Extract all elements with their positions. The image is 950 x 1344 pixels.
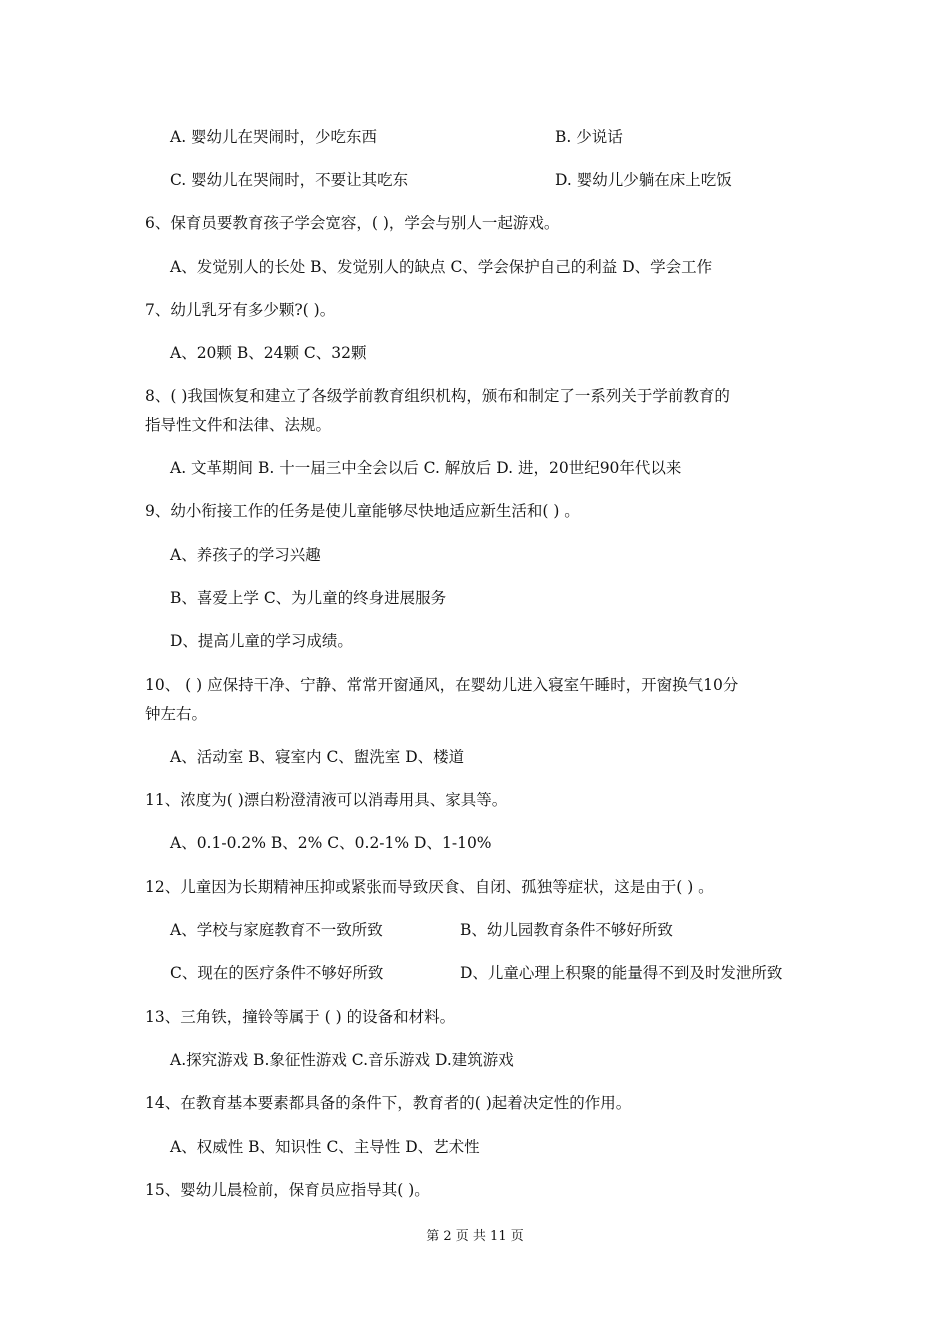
q14-stem: 14、在教育基本要素都具备的条件下，教育者的( )起着决定性的作用。: [145, 1094, 632, 1112]
q5-option-a: A. 婴幼儿在哭闹时，少吃东西: [170, 128, 378, 146]
q5-option-d: D. 婴幼儿少躺在床上吃饭: [555, 171, 732, 189]
q9-option-a: A、养孩子的学习兴趣: [170, 546, 321, 564]
q9-option-d: D、提高儿童的学习成绩。: [170, 632, 353, 650]
q6-options: A、发觉别人的长处 B、发觉别人的缺点 C、学会保护自己的利益 D、学会工作: [170, 258, 713, 276]
q11-stem: 11、浓度为( )漂白粉澄清液可以消毒用具、家具等。: [145, 791, 508, 809]
q7-options: A、20颗 B、24颗 C、32颗: [170, 344, 367, 362]
q8-options: A. 文革期间 B. 十一届三中全会以后 C. 解放后 D. 进，20世纪90年代以来: [170, 459, 682, 477]
q12-option-b: B、幼儿园教育条件不够好所致: [460, 921, 673, 939]
q9-stem: 9、幼小衔接工作的任务是使儿童能够尽快地适应新生活和( ) 。: [145, 502, 580, 520]
q13-stem: 13、三角铁，撞铃等属于 ( ) 的设备和材料。: [145, 1008, 456, 1026]
q10-options: A、活动室 B、寝室内 C、盥洗室 D、楼道: [170, 748, 465, 766]
q12-stem: 12、儿童因为长期精神压抑或紧张而导致厌食、自闭、孤独等症状，这是由于( ) 。: [145, 878, 714, 896]
q8-stem-line1: 8、( )我国恢复和建立了各级学前教育组织机构，颁布和制定了一系列关于学前教育的: [145, 387, 730, 405]
q12-option-a: A、学校与家庭教育不一致所致: [170, 921, 383, 939]
q15-stem: 15、婴幼儿晨检前，保育员应指导其( )。: [145, 1181, 430, 1199]
q5-option-c: C. 婴幼儿在哭闹时，不要让其吃东: [170, 171, 409, 189]
q7-stem: 7、幼儿乳牙有多少颗?( )。: [145, 301, 336, 319]
q13-options: A.探究游戏 B.象征性游戏 C.音乐游戏 D.建筑游戏: [170, 1051, 514, 1069]
q12-option-c: C、现在的医疗条件不够好所致: [170, 964, 384, 982]
q10-stem-line2: 钟左右。: [145, 705, 208, 723]
page-footer: 第 2 页 共 11 页: [426, 1229, 524, 1244]
q8-stem-line2: 指导性文件和法律、法规。: [145, 416, 332, 434]
q14-options: A、权威性 B、知识性 C、主导性 D、艺术性: [170, 1138, 480, 1156]
q11-options: A、0.1-0.2% B、2% C、0.2-1% D、1-10%: [170, 834, 492, 852]
q5-option-b: B. 少说话: [555, 128, 623, 146]
q6-stem: 6、保育员要教育孩子学会宽容，( )，学会与别人一起游戏。: [145, 214, 560, 232]
q10-stem-line1: 10、 ( ) 应保持干净、宁静、常常开窗通风，在婴幼儿进入寝室午睡时，开窗换气10分: [145, 676, 739, 694]
q9-option-bc: B、喜爱上学 C、为儿童的终身进展服务: [170, 589, 447, 607]
q12-option-d: D、儿童心理上积聚的能量得不到及时发泄所致: [460, 964, 783, 982]
